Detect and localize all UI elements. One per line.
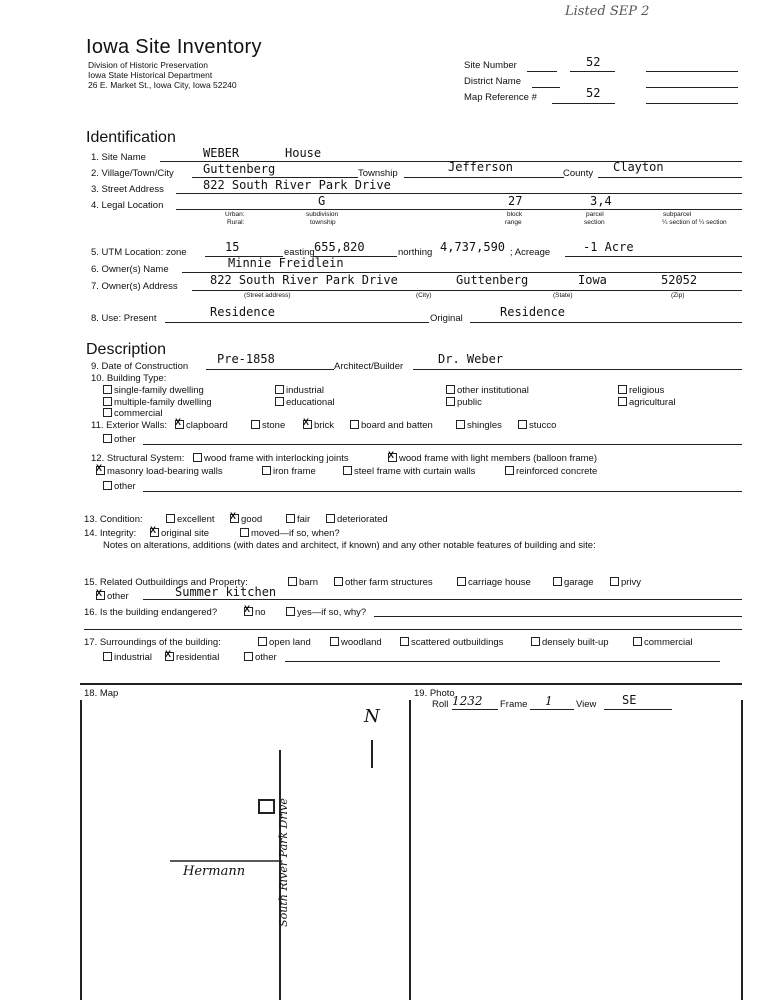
subparcel-caption: subparcel <box>663 211 692 218</box>
township-value: Jefferson <box>448 160 514 174</box>
exterior-walls-label: 11. Exterior Walls: <box>91 420 168 431</box>
cond-excellent[interactable]: excellent <box>166 514 215 525</box>
listed-stamp: Listed SEP 2 <box>565 4 650 19</box>
building-type-label: 10. Building Type: <box>91 373 167 384</box>
address-line: 26 E. Market St., Iowa City, Iowa 52240 <box>88 80 237 90</box>
frame-value: 1 <box>545 694 553 708</box>
northing-label: northing <box>398 247 433 258</box>
ss-reinforced-concrete[interactable]: reinforced concrete <box>505 466 597 477</box>
division-line: Division of Historic Preservation <box>88 60 208 70</box>
ob-privy[interactable]: privy <box>610 577 641 588</box>
int-moved[interactable]: moved—if so, when? <box>240 528 340 539</box>
use-original-label: Original <box>430 313 463 324</box>
northing-value: 4,737,590 <box>440 240 506 254</box>
cond-fair[interactable]: fair <box>286 514 310 525</box>
owner-name-label: 6. Owner(s) Name <box>91 264 169 275</box>
identification-heading: Identification <box>86 129 176 146</box>
acreage-value: -1 Acre <box>583 240 634 254</box>
owner-city-value: Guttenberg <box>456 273 529 287</box>
integrity-label: 14. Integrity: <box>84 528 137 539</box>
int-original-site[interactable]: X original site <box>150 528 209 539</box>
utm-zone-value: 15 <box>225 240 240 254</box>
zip-caption: (Zip) <box>671 292 685 299</box>
date-construction-value: Pre-1858 <box>217 352 275 366</box>
outbuildings-label: 15. Related Outbuildings and Property: <box>84 577 248 588</box>
endangered-label: 16. Is the building endangered? <box>84 607 218 618</box>
ew-shingles[interactable]: shingles <box>456 420 502 431</box>
bt-agricultural[interactable]: agricultural <box>618 397 675 408</box>
owner-state-value: Iowa <box>578 273 607 287</box>
architect-label: Architect/Builder <box>334 361 404 372</box>
ew-stucco[interactable]: stucco <box>518 420 556 431</box>
structural-system-label: 12. Structural System: <box>91 453 185 464</box>
roll-value: 1232 <box>452 694 483 708</box>
frame-label: Frame <box>500 699 528 710</box>
ss-interlocking[interactable]: wood frame with interlocking joints <box>193 453 349 464</box>
ew-stone[interactable]: stone <box>251 420 285 431</box>
bt-commercial[interactable]: commercial <box>103 408 163 419</box>
photo-label: 19. Photo <box>414 688 455 699</box>
legal-subdivision-value: G <box>318 194 326 208</box>
site-name-value-b: House <box>285 146 322 160</box>
map-reference-value: 52 <box>586 86 601 100</box>
bt-multiple-family[interactable]: multiple-family dwelling <box>103 397 212 408</box>
county-label: County <box>563 168 594 179</box>
acreage-label: ; Acreage <box>510 247 551 258</box>
ob-other[interactable]: Xother <box>96 591 129 602</box>
easting-value: 655,820 <box>314 240 365 254</box>
ew-board-batten[interactable]: board and batten <box>350 420 433 431</box>
map-reference-label: Map Reference # <box>464 92 537 103</box>
sur-commercial[interactable]: commercial <box>633 637 693 648</box>
ss-steel-frame[interactable]: steel frame with curtain walls <box>343 466 475 477</box>
sur-woodland[interactable]: woodland <box>330 637 382 648</box>
ew-other[interactable]: other <box>103 434 136 445</box>
notes-label: Notes on alterations, additions (with dates and architect, if known) and any other notable features of building and site: <box>103 540 596 551</box>
sur-open-land[interactable]: open land <box>258 637 311 648</box>
ss-other[interactable]: other <box>103 481 136 492</box>
ob-other-farm[interactable]: other farm structures <box>334 577 433 588</box>
street-address-label: 3. Street Address <box>91 184 164 195</box>
ss-masonry[interactable]: Xmasonry load-bearing walls <box>96 466 223 477</box>
roll-label: Roll <box>432 699 449 710</box>
city-caption: (City) <box>416 292 432 299</box>
subdivision-caption: subdivision <box>306 211 339 218</box>
range-caption: range <box>505 219 522 226</box>
legal-block-value: 27 <box>508 194 523 208</box>
site-number-value: 52 <box>586 55 601 69</box>
street-address-caption: (Street address) <box>244 292 291 299</box>
rural-label: Rural: <box>227 219 245 226</box>
bt-single-family[interactable]: single-family dwelling <box>103 385 204 396</box>
county-value: Clayton <box>613 160 664 174</box>
sur-other[interactable]: other <box>244 652 277 663</box>
section-caption: section <box>584 219 605 226</box>
sur-densely[interactable]: densely built-up <box>531 637 609 648</box>
site-map-sketch <box>82 700 408 1000</box>
sur-industrial[interactable]: industrial <box>103 652 152 663</box>
state-caption: (State) <box>553 292 573 299</box>
sur-scattered[interactable]: scattered outbuildings <box>400 637 503 648</box>
north-marker: N <box>364 706 380 727</box>
legal-location-label: 4. Legal Location <box>91 200 164 211</box>
owner-street-value: 822 South River Park Drive <box>210 273 398 287</box>
district-name-label: District Name <box>464 76 522 87</box>
owner-name-value: Minnie Freidlein <box>228 256 344 270</box>
quarter-section-caption: ¼ section of ¼ section <box>662 219 727 226</box>
township-label: Township <box>358 168 398 179</box>
ss-iron-frame[interactable]: iron frame <box>262 466 316 477</box>
ew-brick[interactable]: X brick <box>303 420 334 431</box>
view-label: View <box>576 699 597 710</box>
architect-value: Dr. Weber <box>438 352 504 366</box>
village-value: Guttenberg <box>203 162 276 176</box>
form-title: Iowa Site Inventory <box>86 36 262 58</box>
site-name-label: 1. Site Name <box>91 152 146 163</box>
parcel-caption: parcel <box>586 211 604 218</box>
easting-label: easting <box>284 247 315 258</box>
owner-zip-value: 52052 <box>661 273 698 287</box>
ew-clapboard[interactable]: X clapboard <box>175 420 228 431</box>
use-original-value: Residence <box>500 305 566 319</box>
bt-educational[interactable]: educational <box>275 397 335 408</box>
site-name-value: WEBER <box>203 146 240 160</box>
owner-address-label: 7. Owner(s) Address <box>91 281 178 292</box>
street-label-vertical: South River Park Drive <box>276 798 290 927</box>
urban-label: Urban: <box>225 211 245 218</box>
village-label: 2. Village/Town/City <box>91 168 174 179</box>
map-label: 18. Map <box>84 688 119 699</box>
condition-label: 13. Condition: <box>84 514 143 525</box>
utm-label: 5. UTM Location: zone <box>91 247 187 258</box>
use-present-label: 8. Use: Present <box>91 313 157 324</box>
description-heading: Description <box>86 341 167 358</box>
cond-deteriorated[interactable]: deteriorated <box>326 514 388 525</box>
ob-garage[interactable]: garage <box>553 577 594 588</box>
bt-industrial[interactable]: industrial <box>275 385 324 396</box>
ob-carriage-house[interactable]: carriage house <box>457 577 531 588</box>
block-caption: block <box>507 211 523 218</box>
sur-residential[interactable]: X residential <box>165 652 219 663</box>
cross-street-label: Hermann <box>183 864 246 879</box>
cond-good[interactable]: X good <box>230 514 262 525</box>
department-line: Iowa State Historical Department <box>88 70 213 80</box>
street-address-value: 822 South River Park Drive <box>203 178 391 192</box>
view-value: SE <box>622 693 637 707</box>
township-caption: township <box>310 219 336 226</box>
house-footprint <box>259 800 274 813</box>
surroundings-label: 17. Surroundings of the building: <box>84 637 221 648</box>
site-number-label: Site Number <box>464 60 517 71</box>
end-yes[interactable]: yes—if so, why? <box>286 607 366 618</box>
end-no[interactable]: X no <box>244 607 266 618</box>
ob-barn[interactable]: barn <box>288 577 318 588</box>
bt-other-institutional[interactable]: other institutional <box>446 385 529 396</box>
date-construction-label: 9. Date of Construction <box>91 361 189 372</box>
legal-parcel-value: 3,4 <box>590 194 612 208</box>
ss-balloon[interactable]: X wood frame with light members (balloon frame) <box>388 453 597 464</box>
bt-religious[interactable]: religious <box>618 385 664 396</box>
other-outbuilding-value: Summer kitchen <box>175 585 277 599</box>
bt-public[interactable]: public <box>446 397 482 408</box>
use-present-value: Residence <box>210 305 276 319</box>
